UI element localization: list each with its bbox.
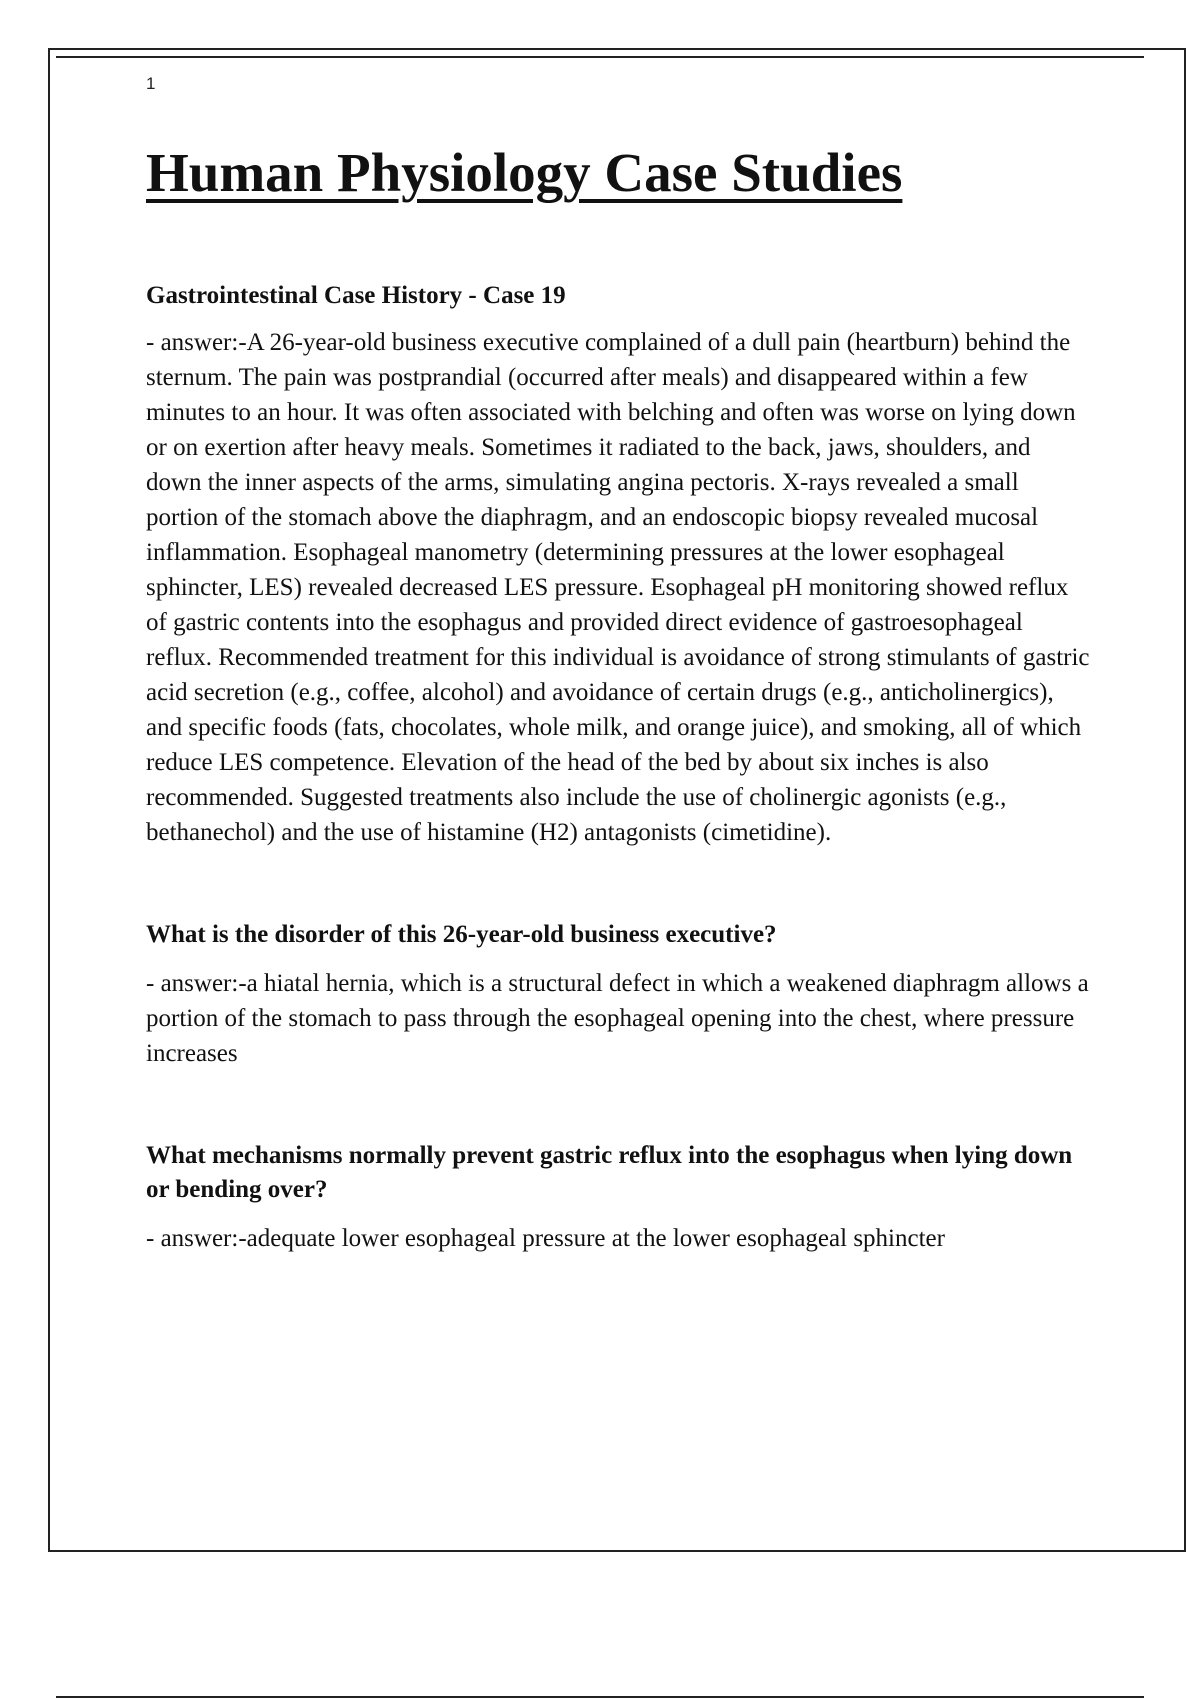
question-1: What is the disorder of this 26-year-old business executive?: [146, 921, 777, 948]
question-2: What mechanisms normally prevent gastric reflux into the esophagus when lying down or bending over?: [146, 1142, 1073, 1203]
answer-1: - answer:-a hiatal hernia, which is a structural defect in which a weakened diaphragm allows a portion of the stomach to pass through the esophageal opening into the chest, where pressure increases: [146, 970, 1089, 1067]
header-rule: [56, 56, 1144, 58]
document-title: Human Physiology Case Studies: [146, 142, 903, 203]
case-heading: Gastrointestinal Case History - Case 19: [146, 282, 566, 309]
answer-2: - answer:-adequate lower esophageal pressure at the lower esophageal sphincter: [146, 1225, 945, 1252]
document-body: [146, 140, 1091, 1256]
case-description: - answer:-A 26-year-old business executive complained of a dull pain (heartburn) behind the sternum. The pain was postprandial (occurred after meals) and disappeared within a few minutes to an hour. It was often associated with belching and often was worse on lying down or on exertion after heavy meals. Sometimes it radiated to the back, jaws, shoulders, and down the inner aspects of the arms, simulating angina pectoris. X-rays revealed a small portion of the stomach above the diaphragm, and an endoscopic biopsy revealed mucosal inflammation. Esophageal manometry (determining pressures at the lower esophageal sphincter, LES) revealed decreased LES pressure. Esophageal pH monitoring showed reflux of gastric contents into the esophagus and provided direct evidence of gastroesophageal reflux. Recommended treatment for this individual is avoidance of strong stimulants of gastric acid secretion (e.g., coffee, alcohol) and avoidance of certain drugs (e.g., anticholinergics), and specific foods (fats, chocolates, whole milk, and orange juice), and smoking, all of which reduce LES competence. Elevation of the head of the bed by about six inches is also recommended. Suggested treatments also include the use of cholinergic agonists (e.g., bethanechol) and the use of histamine (H2) antagonists (cimetidine).: [146, 329, 1090, 846]
page-number: 1: [146, 74, 156, 93]
footer-rule: [56, 1696, 1144, 1698]
